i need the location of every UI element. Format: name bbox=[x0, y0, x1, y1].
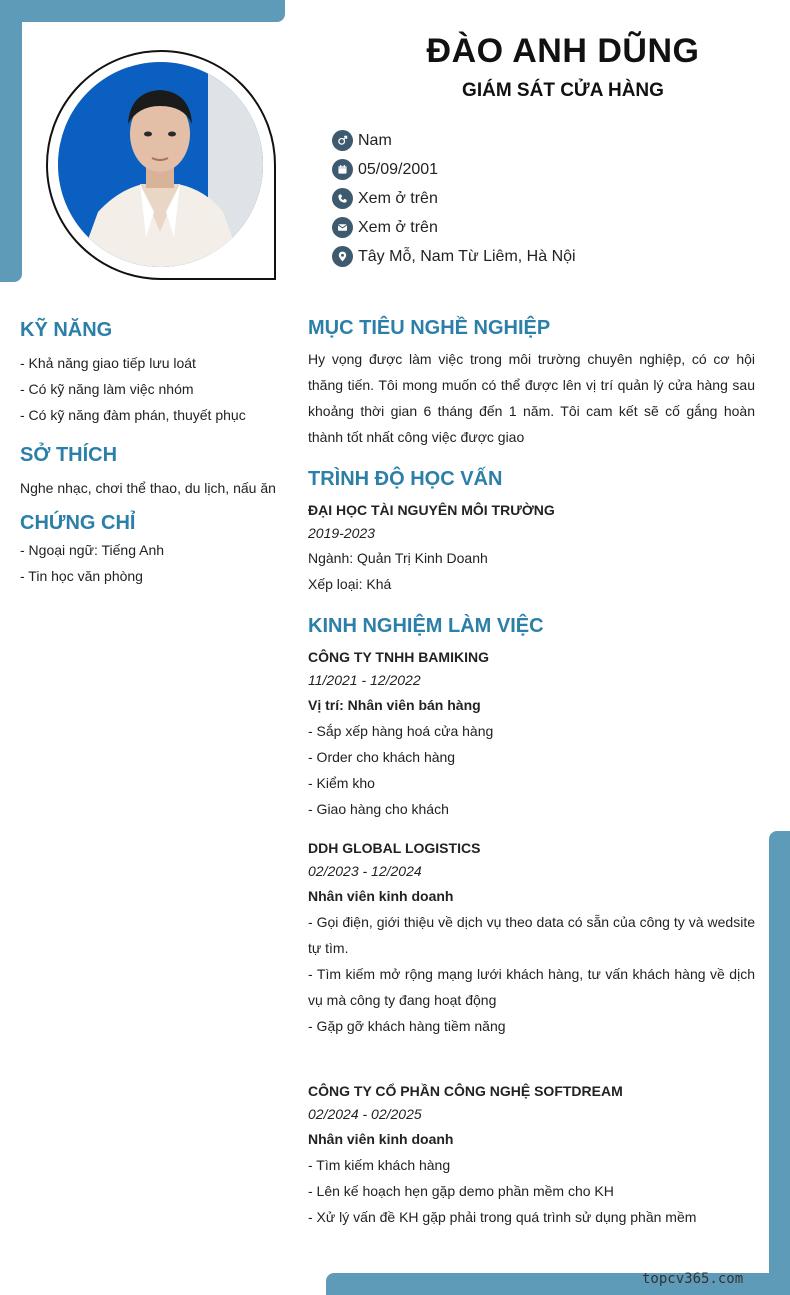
certificate-item: - Tin học văn phòng bbox=[20, 568, 143, 584]
job-position: Nhân viên kinh doanh bbox=[308, 888, 454, 904]
contact-birthday bbox=[332, 159, 438, 180]
hobbies-text: Nghe nhạc, chơi thể thao, du lịch, nấu ăn bbox=[20, 480, 276, 496]
contact-email-value: Xem ở trên bbox=[358, 218, 438, 236]
contact-phone bbox=[332, 188, 438, 209]
skill-item: - Có kỹ năng làm việc nhóm bbox=[20, 381, 194, 397]
job-position: Vị trí: Nhân viên bán hàng bbox=[308, 697, 481, 713]
skill-item: - Khả năng giao tiếp lưu loát bbox=[20, 355, 196, 371]
job-company: CÔNG TY TNHH BAMIKING bbox=[308, 649, 489, 665]
job-task: - Gặp gỡ khách hàng tiềm năng bbox=[308, 1018, 506, 1034]
skills-heading: KỸ NĂNG bbox=[20, 319, 113, 341]
experience-heading: KINH NGHIỆM LÀM VIỆC bbox=[308, 615, 544, 637]
education-rank: Xếp loại: Khá bbox=[308, 576, 392, 592]
objective-text: Hy vọng được làm việc trong môi trường chuyên nghiệp, có cơ hội thăng tiến. Tôi mong muốn có thể được lên vị trí quản lý cửa hàng sau khoảng thời gian 6 tháng đến 1 năm. Tôi cam kết sẽ cố gắng hoàn thành tốt nhất công việc được giao bbox=[308, 351, 755, 445]
job-task: - Tìm kiếm mở rộng mạng lưới khách hàng, tư vấn khách hàng về dịch vụ mà công ty đang hoạt động bbox=[308, 966, 755, 1008]
candidate-name: ĐÀO ANH DŨNG bbox=[426, 32, 700, 70]
job-task: - Lên kế hoạch hẹn gặp demo phần mềm cho KH bbox=[308, 1183, 614, 1199]
job-position: Nhân viên kinh doanh bbox=[308, 1131, 454, 1147]
certificates-heading: CHỨNG CHỈ bbox=[20, 512, 136, 534]
job-company: CÔNG TY CỔ PHẦN CÔNG NGHỆ SOFTDREAM bbox=[308, 1083, 623, 1099]
education-heading: TRÌNH ĐỘ HỌC VẤN bbox=[308, 468, 503, 490]
contact-gender-value: Nam bbox=[358, 131, 392, 149]
job-task: - Kiểm kho bbox=[308, 775, 375, 791]
decor-bar-top bbox=[0, 0, 285, 22]
gender-icon bbox=[332, 130, 353, 151]
watermark: topcv365.com bbox=[642, 1271, 744, 1287]
location-icon bbox=[332, 246, 353, 267]
job-task: - Sắp xếp hàng hoá cửa hàng bbox=[308, 723, 494, 739]
contact-email bbox=[332, 217, 438, 238]
job-title: GIÁM SÁT CỬA HÀNG bbox=[462, 80, 664, 101]
contact-phone-value: Xem ở trên bbox=[358, 189, 438, 207]
contact-birthday-value: 05/09/2001 bbox=[358, 160, 439, 178]
education-major: Ngành: Quản Trị Kinh Doanh bbox=[308, 550, 488, 566]
job-task: - Order cho khách hàng bbox=[308, 749, 456, 765]
job-period: 02/2023 - 12/2024 bbox=[308, 863, 422, 879]
job-period: 11/2021 - 12/2022 bbox=[308, 672, 421, 688]
skill-item: - Có kỹ năng đàm phán, thuyết phục bbox=[20, 407, 246, 423]
job-company: DDH GLOBAL LOGISTICS bbox=[308, 840, 481, 856]
certificate-item: - Ngoại ngữ: Tiếng Anh bbox=[20, 542, 165, 558]
education-period: 2019-2023 bbox=[308, 525, 375, 541]
hobbies-heading: SỞ THÍCH bbox=[20, 444, 118, 466]
email-icon bbox=[332, 217, 353, 238]
contact-gender bbox=[332, 130, 392, 151]
job-task: - Tìm kiếm khách hàng bbox=[308, 1157, 451, 1173]
education-school: ĐẠI HỌC TÀI NGUYÊN MÔI TRƯỜNG bbox=[308, 502, 555, 518]
phone-icon bbox=[332, 188, 353, 209]
job-task: - Xử lý vấn đề KH gặp phải trong quá trình sử dụng phần mềm bbox=[308, 1209, 697, 1225]
decor-bar-right bbox=[769, 831, 790, 1295]
job-task: - Gọi điện, giới thiệu về dịch vụ theo data có sẵn của công ty và wedsite tự tìm. bbox=[308, 914, 755, 956]
profile-photo bbox=[58, 62, 263, 267]
job-period: 02/2024 - 02/2025 bbox=[308, 1106, 422, 1122]
calendar-icon bbox=[332, 159, 353, 180]
objective-heading: MỤC TIÊU NGHỀ NGHIỆP bbox=[308, 317, 551, 339]
job-task: - Giao hàng cho khách bbox=[308, 801, 449, 817]
contact-address bbox=[332, 246, 576, 267]
contact-address-value: Tây Mỗ, Nam Từ Liêm, Hà Nội bbox=[358, 247, 576, 265]
decor-bar-left bbox=[0, 0, 22, 282]
